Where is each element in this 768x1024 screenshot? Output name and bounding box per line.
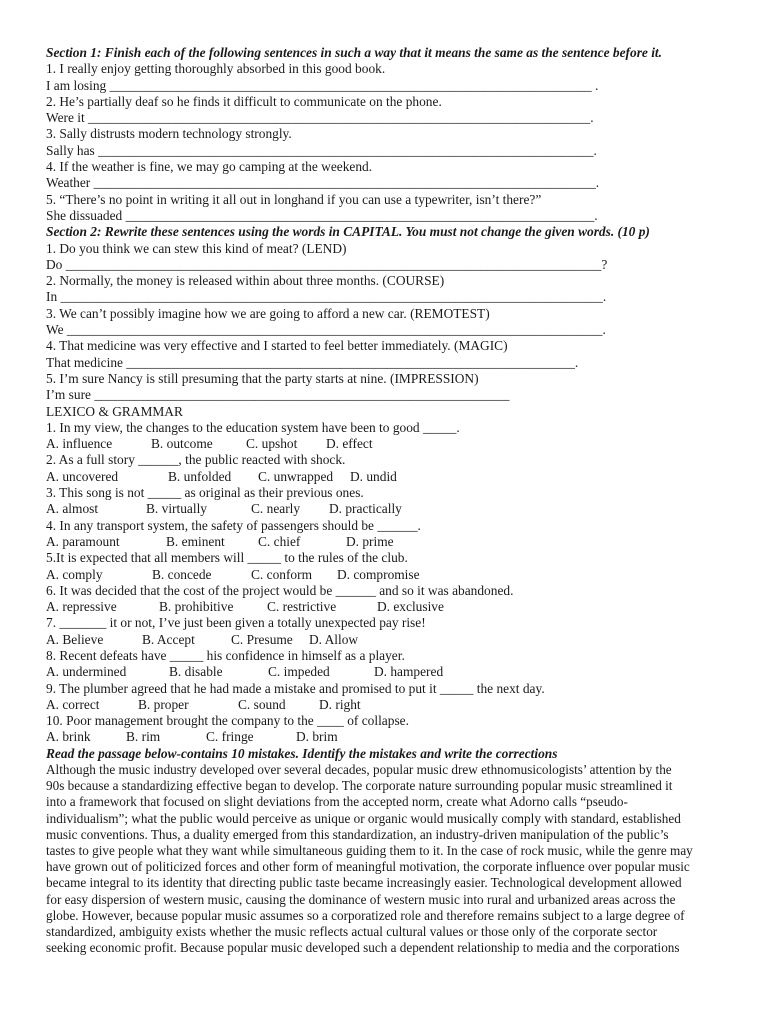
worksheet-page — [46, 45, 736, 956]
answer-option: B. outcome — [151, 436, 213, 452]
section1-question: 3. Sally distrusts modern technology strongly. — [46, 126, 292, 142]
answer-option: A. undermined — [46, 664, 127, 680]
answer-option: B. Accept — [142, 631, 195, 647]
answer-option: C. sound — [238, 696, 286, 712]
answer-option: D. exclusive — [377, 599, 444, 615]
answer-option: C. nearly — [251, 501, 301, 517]
answer-option: C. restrictive — [267, 599, 337, 615]
lexico-options — [46, 567, 736, 583]
answer-option: B. proper — [138, 696, 189, 712]
answer-option: A. comply — [46, 566, 103, 582]
lexico-options — [46, 729, 736, 745]
lexico-question: 9. The plumber agreed that he had made a mistake and promised to put it _____ the next day. — [46, 680, 545, 696]
section1-question: 4. If the weather is fine, we may go camping at the weekend. — [46, 159, 373, 175]
lexico-options — [46, 501, 736, 517]
passage-heading: Read the passage below-contains 10 mistakes. Identify the mistakes and write the corrections — [46, 745, 558, 761]
lexico-heading: LEXICO & GRAMMAR — [46, 403, 183, 419]
section2-answer-line: We ________________________________________________________________________________. — [46, 322, 606, 338]
answer-option: A. uncovered — [46, 468, 119, 484]
answer-option: B. unfolded — [168, 468, 232, 484]
answer-option: C. conform — [251, 566, 312, 582]
answer-option: D. effect — [326, 436, 373, 452]
answer-option: A. paramount — [46, 533, 120, 549]
answer-option: A. correct — [46, 696, 100, 712]
section1-answer-line: Sally has __________________________________________________________________________. — [46, 142, 597, 158]
answer-option: B. eminent — [166, 533, 225, 549]
passage-line: globe. However, because popular music assumes so a corporatized role and therefore remains subject to a large degree of — [46, 907, 685, 923]
answer-option: B. prohibitive — [159, 599, 234, 615]
lexico-question: 10. Poor management brought the company to the ____ of collapse. — [46, 713, 409, 729]
lexico-options — [46, 534, 736, 550]
lexico-question: 7. _______ it or not, I’ve just been given a totally unexpected pay rise! — [46, 615, 426, 631]
answer-option: A. almost — [46, 501, 99, 517]
answer-option: C. upshot — [246, 436, 298, 452]
section2-answer-line: I’m sure ______________________________________________________________ — [46, 387, 510, 403]
answer-option: C. fringe — [206, 729, 254, 745]
section2-question: 2. Normally, the money is released within about three months. (COURSE) — [46, 273, 445, 289]
passage-line: for easy dispersion of western music, causing the dominance of western music into rural and urbanized areas across the — [46, 891, 676, 907]
passage-line: seeking economic profit. Because popular music developed such a dependent relationship to media and the corporations — [46, 940, 680, 956]
section2-question: 3. We can’t possibly imagine how we are going to afford a new car. (REMOTEST) — [46, 305, 490, 321]
passage-line: into a framework that focused on slight deviations from the accepted norm, create what Adorno calls “pseudo- — [46, 794, 628, 810]
section1-heading: Section 1: Finish each of the following sentences in such a way that it means the same as the sentence before it. — [46, 45, 662, 60]
section2-answer-line: In _________________________________________________________________________________. — [46, 289, 607, 305]
passage-line: standardized, ambiguity exists whether the music reflects actual cultural values or those only of the corporate sector — [46, 923, 658, 939]
section2-items — [46, 241, 736, 404]
section2-heading: Section 2: Rewrite these sentences using the words in CAPITAL. You must not change the given words. (10 p) — [46, 224, 650, 240]
answer-option: D. undid — [350, 468, 397, 484]
lexico-options — [46, 664, 736, 680]
section1-question: 1. I really enjoy getting thoroughly absorbed in this good book. — [46, 61, 386, 77]
answer-option: D. Allow — [309, 631, 359, 647]
answer-option: A. repressive — [46, 599, 117, 615]
section2-answer-line: Do ________________________________________________________________________________? — [46, 256, 608, 272]
section2-answer-line: That medicine ___________________________________________________________________. — [46, 354, 579, 370]
section1-answer-line: I am losing ________________________________________________________________________ . — [46, 77, 599, 93]
section2-question: 5. I’m sure Nancy is still presuming that the party starts at nine. (IMPRESSION) — [46, 370, 479, 386]
answer-option: C. impeded — [268, 664, 330, 680]
section1-question: 2. He’s partially deaf so he finds it difficult to communicate on the phone. — [46, 93, 442, 109]
section1-answer-line: Were it ___________________________________________________________________________. — [46, 110, 594, 126]
answer-option: D. compromise — [337, 566, 420, 582]
lexico-question: 5.It is expected that all members will _____ to the rules of the club. — [46, 550, 408, 566]
lexico-options — [46, 697, 736, 713]
section2-question: 1. Do you think we can stew this kind of meat? (LEND) — [46, 240, 347, 256]
section1-question: 5. “There’s no point in writing it all out in longhand if you can use a typewriter, isn’t there?” — [46, 191, 542, 207]
answer-option: A. brink — [46, 729, 91, 745]
passage-line: 90s because a standardizing effective began to develop. The corporate nature surrounding popular music streamlined it — [46, 778, 673, 794]
answer-option: C. chief — [258, 533, 301, 549]
answer-option: C. unwrapped — [258, 468, 334, 484]
passage-line: Although the music industry developed over several decades, popular music drew ethnomusicologists’ attention by the — [46, 762, 672, 778]
answer-option: B. disable — [169, 664, 223, 680]
answer-option: B. concede — [152, 566, 212, 582]
answer-option: D. prime — [346, 533, 394, 549]
section1-answer-line: She dissuaded ______________________________________________________________________. — [46, 207, 598, 223]
passage-line: became integral to its identity that directing public taste became increasingly easier. Technological development allowed — [46, 875, 682, 891]
lexico-options — [46, 632, 736, 648]
answer-option: B. rim — [126, 729, 161, 745]
lexico-options — [46, 599, 736, 615]
answer-option: D. practically — [329, 501, 402, 517]
lexico-question: 3. This song is not _____ as original as their previous ones. — [46, 485, 364, 501]
lexico-options — [46, 436, 736, 452]
passage-line: music conventions. Thus, a duality emerged from this standardization, an industry-driven manipulation of the public’s — [46, 826, 669, 842]
passage-line: tastes to give people what they want while simultaneous guiding them to it. In the case of rock music, while the genre may — [46, 843, 693, 858]
answer-option: B. virtually — [146, 501, 207, 517]
answer-option: D. right — [319, 696, 361, 712]
lexico-options — [46, 469, 736, 485]
answer-option: C. Presume — [231, 631, 293, 647]
answer-option: D. brim — [296, 729, 338, 745]
lexico-question: 6. It was decided that the cost of the project would be ______ and so it was abandoned. — [46, 582, 514, 598]
lexico-question: 8. Recent defeats have _____ his confidence in himself as a player. — [46, 647, 405, 663]
lexico-question: 1. In my view, the changes to the education system have been to good _____. — [46, 419, 460, 435]
lexico-question: 2. As a full story ______, the public reacted with shock. — [46, 452, 346, 468]
answer-option: A. Believe — [46, 631, 104, 647]
passage-line: individualism”; what the public would perceive as unique or organic would musically comply with standard, established — [46, 810, 681, 826]
passage-body — [46, 762, 726, 956]
section1-items — [46, 61, 736, 224]
answer-option: D. hampered — [374, 664, 444, 680]
lexico-question-list — [46, 420, 736, 746]
section2-question: 4. That medicine was very effective and I started to feel better immediately. (MAGIC) — [46, 338, 508, 354]
answer-option: A. influence — [46, 436, 113, 452]
section1-answer-line: Weather ___________________________________________________________________________. — [46, 175, 600, 191]
passage-line: have grown out of politicized forces and other form of meaningful motivation, the corporate influence over popular music — [46, 859, 690, 875]
lexico-question: 4. In any transport system, the safety of passengers should be ______. — [46, 517, 421, 533]
